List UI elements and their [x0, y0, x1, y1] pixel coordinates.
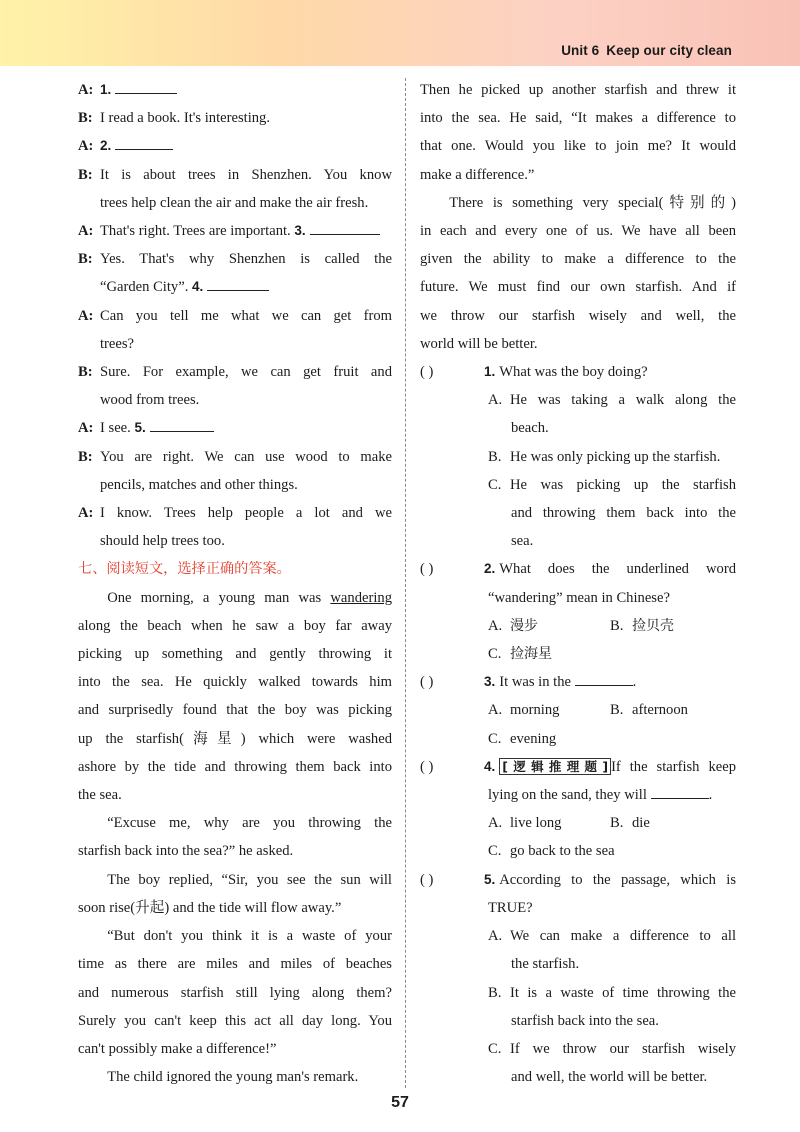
passage-line: starfish back into the sea?” he asked.	[78, 843, 294, 860]
header-title	[561, 43, 732, 58]
passage-line: in each and every one of us. We have all been	[420, 223, 736, 240]
option-c[interactable]: C. 捡海星	[488, 646, 552, 663]
passage-line: that one. Would you like to join me? It would	[420, 138, 736, 155]
option-c[interactable]: C. If we throw our starfish wisely	[488, 1040, 736, 1057]
option-continuation: starfish back into the sea.	[511, 1012, 659, 1029]
answer-bracket[interactable]: ( )	[420, 364, 434, 381]
passage-line: “Excuse me, why are you throwing the	[107, 815, 392, 832]
passage-line: given the ability to make a difference to the	[420, 251, 736, 268]
answer-bracket[interactable]: ( )	[420, 561, 434, 578]
passage-line: into the sea. He quickly walked towards him	[78, 674, 392, 691]
unit-label: Unit 6	[561, 43, 600, 58]
option-a[interactable]: A. morning	[488, 702, 560, 719]
question-3: ( ) 3. It was in the . A. morning B. afternoon C. evening	[420, 668, 736, 753]
option-continuation: beach.	[511, 420, 549, 437]
answer-blank[interactable]	[115, 135, 173, 150]
dialogue-continuation: pencils, matches and other things.	[100, 476, 298, 493]
option-b[interactable]: B. die	[610, 815, 650, 832]
option-a[interactable]: A. live long	[488, 815, 562, 832]
dialogue-line: A: I see. 5.	[78, 414, 392, 442]
passage-line: The boy replied, “Sir, you see the sun will	[107, 871, 392, 888]
passage-line: “But don't you think it is a waste of your	[107, 928, 392, 945]
dialogue-line: A: 2.	[78, 132, 392, 160]
page-number: 57	[391, 1094, 409, 1111]
passage-line: One morning, a young man was wandering	[107, 589, 392, 606]
dialogue	[78, 76, 392, 555]
passage-line: ashore by the tide and throwing them back into	[78, 758, 392, 775]
answer-blank[interactable]	[207, 276, 269, 291]
dialogue-line: A: That's right. Trees are important. 3.	[78, 217, 392, 245]
dialogue-continuation: “Garden City”. 4.	[78, 273, 392, 301]
passage-line: and surprisedly found that the boy was picking	[78, 702, 392, 719]
passage-line: soon rise(升起) and the tide will flow away.”	[78, 899, 342, 916]
question-stem-continuation: lying on the sand, they will .	[420, 781, 736, 809]
option-row	[420, 809, 736, 837]
question-stem-continuation: “wandering” mean in Chinese?	[488, 589, 670, 606]
dialogue-line: A: 1.	[78, 76, 392, 104]
dialogue-line: B: Yes. That's why Shenzhen is called the	[78, 251, 392, 268]
question-5: ( ) 5. According to the passage, which is TRUE? A. We can make a difference to all the starfish. B. It is a waste of time throwing the starfish back into the sea. C. If we throw our starfish wisely and well, the world will be better.	[420, 866, 736, 1092]
option-continuation: sea.	[511, 533, 534, 550]
dialogue-line: A: Can you tell me what we can get from	[78, 307, 392, 324]
option-row	[420, 612, 736, 640]
passage-line: There is something very special(特别的)	[449, 194, 736, 211]
passage-line: time as there are miles and miles of beaches	[78, 956, 392, 973]
dialogue-continuation: should help trees too.	[100, 533, 225, 550]
dialogue-line: A: I know. Trees help people a lot and we	[78, 505, 392, 522]
dialogue-continuation: wood from trees.	[100, 392, 200, 409]
option-a[interactable]: A. We can make a difference to all	[488, 928, 736, 945]
question-stem-continuation: TRUE?	[488, 899, 533, 916]
option-c[interactable]: C. go back to the sea	[488, 843, 615, 860]
answer-blank[interactable]	[575, 671, 633, 686]
option-b[interactable]: B. afternoon	[610, 702, 688, 719]
option-b[interactable]: B. It is a waste of time throwing the	[488, 984, 736, 1001]
right-column	[420, 76, 736, 1091]
dialogue-line: B: It is about trees in Shenzhen. You know	[78, 166, 392, 183]
option-row	[420, 696, 736, 724]
passage-line: along the beach when he saw a boy far away	[78, 617, 392, 634]
question-4: ( ) 4. [逻辑推理题] If the starfish keep lying on the sand, they will . A. live long B. die C. go back to the sea	[420, 753, 736, 866]
answer-blank[interactable]	[310, 220, 380, 235]
passage-line: make a difference.”	[420, 166, 535, 183]
option-a[interactable]: A. 漫步	[488, 617, 538, 634]
passage-line: the sea.	[78, 787, 122, 804]
option-b[interactable]: B. 捡贝壳	[610, 617, 674, 634]
passage-line: up the starfish(海星) which were washed	[78, 730, 392, 747]
question-type-tag: [逻辑推理题]	[499, 758, 611, 775]
dialogue-line: B: You are right. We can use wood to make	[78, 448, 392, 465]
option-continuation: and well, the world will be better.	[511, 1069, 708, 1086]
answer-blank[interactable]	[651, 784, 709, 799]
passage-line: Then he picked up another starfish and threw it	[420, 82, 736, 98]
passage-line: and numerous starfish still lying along them?	[78, 984, 392, 1001]
answer-bracket[interactable]: ( )	[420, 674, 434, 691]
dialogue-continuation: trees help clean the air and make the air fresh.	[100, 194, 369, 211]
option-a[interactable]: A. He was taking a walk along the	[488, 392, 736, 409]
option-continuation: and throwing them back into the	[511, 505, 736, 522]
column-divider	[405, 78, 406, 1088]
answer-blank[interactable]	[115, 79, 177, 94]
dialogue-line: B: Sure. For example, we can get fruit and	[78, 364, 392, 381]
passage-line: can't possibly make a difference!”	[78, 1040, 277, 1057]
question-1: ( ) 1. What was the boy doing? A. He was taking a walk along the beach. B. He was only picking up the starfish. C. He was picking up the starfish and throwing them back into the sea.	[420, 358, 736, 555]
left-column	[78, 76, 392, 1091]
passage-line: world will be better.	[420, 335, 538, 352]
unit-title: Keep our city clean	[606, 43, 732, 58]
passage-line: we throw our starfish wisely and well, the	[420, 307, 736, 324]
answer-blank[interactable]	[150, 417, 214, 432]
passage-line: Surely you can't keep this act all day long. You	[78, 1012, 392, 1029]
reading-passage	[78, 584, 392, 1092]
option-c[interactable]: C. evening	[488, 730, 557, 747]
passage-line: picking up something and gently throwing it	[78, 646, 392, 663]
answer-bracket[interactable]: ( )	[420, 758, 434, 775]
passage-line: into the sea. He said, “It makes a difference to	[420, 110, 736, 127]
option-c[interactable]: C. He was picking up the starfish	[488, 476, 736, 493]
question-2: ( ) 2. What does the underlined word “wandering” mean in Chinese? A. 漫步 B. 捡贝壳 C. 捡海星	[420, 555, 736, 668]
underlined-word: wandering	[330, 589, 392, 606]
dialogue-line: B: I read a book. It's interesting.	[78, 110, 271, 127]
option-b[interactable]: B. He was only picking up the starfish.	[488, 448, 721, 465]
passage-line: future. We must find our own starfish. And if	[420, 279, 736, 296]
option-continuation: the starfish.	[511, 956, 580, 973]
section-title: 七、阅读短文，选择正确的答案。	[78, 561, 291, 578]
passage-line: The child ignored the young man's remark.	[107, 1069, 359, 1086]
dialogue-continuation: trees?	[100, 335, 135, 352]
answer-bracket[interactable]: ( )	[420, 871, 434, 888]
